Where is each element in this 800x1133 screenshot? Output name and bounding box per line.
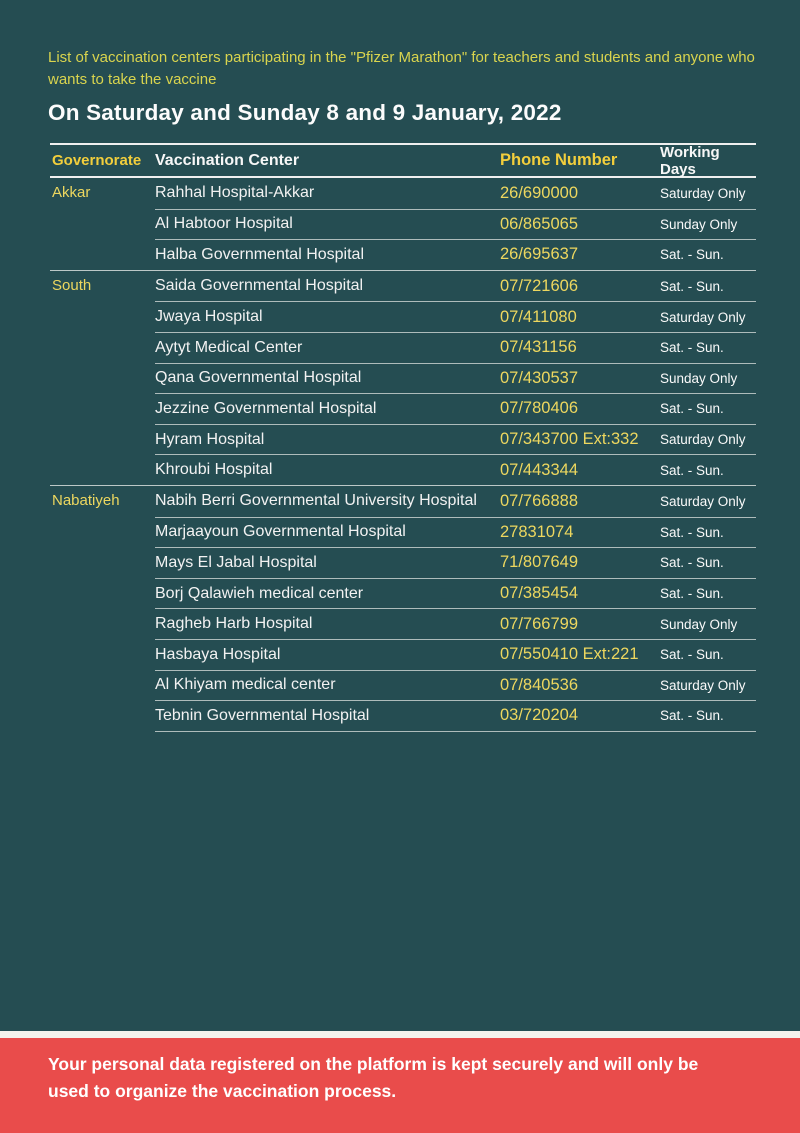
phone-number: 07/411080	[500, 307, 577, 326]
working-days: Sat. - Sun.	[660, 524, 724, 540]
privacy-banner-text: Your personal data registered on the platform is kept securely and will only be used to organize the vaccination process.	[48, 1054, 699, 1101]
vaccination-centers-table	[50, 143, 756, 732]
working-days: Sat. - Sun.	[660, 340, 724, 356]
vaccination-center-name: Al Habtoor Hospital	[155, 215, 293, 233]
phone-number: 07/431156	[500, 338, 577, 357]
table-row	[155, 670, 756, 701]
phone-number: 07/766799	[500, 614, 578, 633]
governorate-label: Akkar	[52, 184, 91, 201]
phone-number: 07/766888	[500, 491, 578, 510]
vaccination-center-name: Nabih Berri Governmental University Hospital	[155, 492, 477, 510]
column-header-vaccination-center: Vaccination Center	[155, 151, 300, 169]
working-days: Sunday Only	[660, 616, 738, 632]
phone-number: 07/385454	[500, 584, 578, 603]
vaccination-center-name: Borj Qalawieh medical center	[155, 584, 364, 602]
vaccination-center-name: Aytyt Medical Center	[155, 338, 303, 356]
table-row	[155, 363, 756, 394]
working-days: Saturday Only	[660, 493, 746, 509]
column-header-governorate: Governorate	[52, 152, 142, 169]
working-days: Sat. - Sun.	[660, 555, 724, 571]
section-rows	[155, 178, 756, 270]
section-rows	[155, 486, 756, 732]
phone-number: 26/695637	[500, 245, 578, 264]
phone-number: 07/550410 Ext:221	[500, 645, 639, 664]
table-row	[155, 700, 756, 731]
vaccination-center-name: Saida Governmental Hospital	[155, 277, 364, 295]
phone-number: 71/807649	[500, 553, 578, 572]
table-row	[155, 209, 756, 240]
governorate-label: South	[52, 276, 92, 294]
working-days: Saturday Only	[660, 185, 746, 201]
vaccination-center-name: Al Khiyam medical center	[155, 676, 336, 694]
working-days: Saturday Only	[660, 677, 746, 693]
table-row	[155, 424, 756, 455]
working-days: Sat. - Sun.	[660, 401, 724, 417]
working-days: Sat. - Sun.	[660, 278, 724, 294]
vaccination-center-name: Jezzine Governmental Hospital	[155, 399, 377, 417]
working-days: Sunday Only	[660, 370, 738, 386]
phone-number: 07/343700 Ext:332	[500, 430, 639, 449]
vaccination-center-name: Mays El Jabal Hospital	[155, 553, 317, 571]
table-row	[155, 608, 756, 639]
vaccination-center-name: Ragheb Harb Hospital	[155, 615, 313, 633]
governorate-section	[50, 270, 756, 485]
governorate-section	[50, 178, 756, 270]
working-days: Sunday Only	[660, 216, 738, 232]
vaccination-center-name: Halba Governmental Hospital	[155, 245, 364, 263]
table-row	[155, 454, 756, 485]
phone-number: 07/430537	[500, 368, 578, 387]
phone-number: 26/690000	[500, 183, 578, 202]
working-days: Sat. - Sun.	[660, 462, 724, 478]
section-rows	[155, 271, 756, 485]
working-days: Sat. - Sun.	[660, 247, 724, 263]
phone-number: 06/865065	[500, 214, 578, 233]
table-row	[155, 578, 756, 609]
table-row	[155, 271, 756, 302]
vaccination-center-name: Marjaayoun Governmental Hospital	[155, 523, 406, 541]
table-row	[155, 486, 756, 517]
table-row	[155, 517, 756, 548]
vaccination-center-name: Jwaya Hospital	[155, 308, 263, 326]
table-row	[155, 393, 756, 424]
table-row	[155, 639, 756, 670]
phone-number: 07/840536	[500, 675, 578, 694]
vaccination-center-name: Rahhal Hospital-Akkar	[155, 184, 315, 202]
page-title: On Saturday and Sunday 8 and 9 January, 2022	[48, 100, 562, 126]
column-header-working-days: Working Days	[660, 143, 720, 178]
table-header-row	[50, 143, 756, 178]
governorate-section	[50, 485, 756, 732]
vaccination-center-name: Khroubi Hospital	[155, 461, 273, 479]
phone-number: 07/780406	[500, 399, 578, 418]
table-row	[155, 178, 756, 209]
working-days: Saturday Only	[660, 309, 746, 325]
vaccination-center-name: Qana Governmental Hospital	[155, 369, 362, 387]
intro-text: List of vaccination centers participating in the "Pfizer Marathon" for teachers and students and anyone who wants to take the vaccine	[48, 49, 755, 88]
phone-number: 07/443344	[500, 460, 578, 479]
table-row	[155, 547, 756, 578]
governorate-label: Nabatiyeh	[52, 491, 120, 509]
working-days: Sat. - Sun.	[660, 708, 724, 724]
vaccination-center-name: Hasbaya Hospital	[155, 645, 281, 663]
working-days: Sat. - Sun.	[660, 647, 724, 663]
vaccination-center-name: Hyram Hospital	[155, 430, 265, 448]
privacy-banner	[0, 1038, 800, 1133]
working-days: Saturday Only	[660, 432, 746, 448]
phone-number: 03/720204	[500, 706, 578, 725]
table-row	[155, 301, 756, 332]
working-days: Sat. - Sun.	[660, 586, 724, 602]
table-row	[155, 239, 756, 270]
table-body	[50, 178, 756, 732]
phone-number: 27831074	[500, 522, 574, 541]
column-header-phone-number: Phone Number	[500, 151, 618, 169]
phone-number: 07/721606	[500, 276, 578, 295]
banner-divider-strip	[0, 1031, 800, 1038]
table-row	[155, 332, 756, 363]
vaccination-center-name: Tebnin Governmental Hospital	[155, 706, 370, 724]
